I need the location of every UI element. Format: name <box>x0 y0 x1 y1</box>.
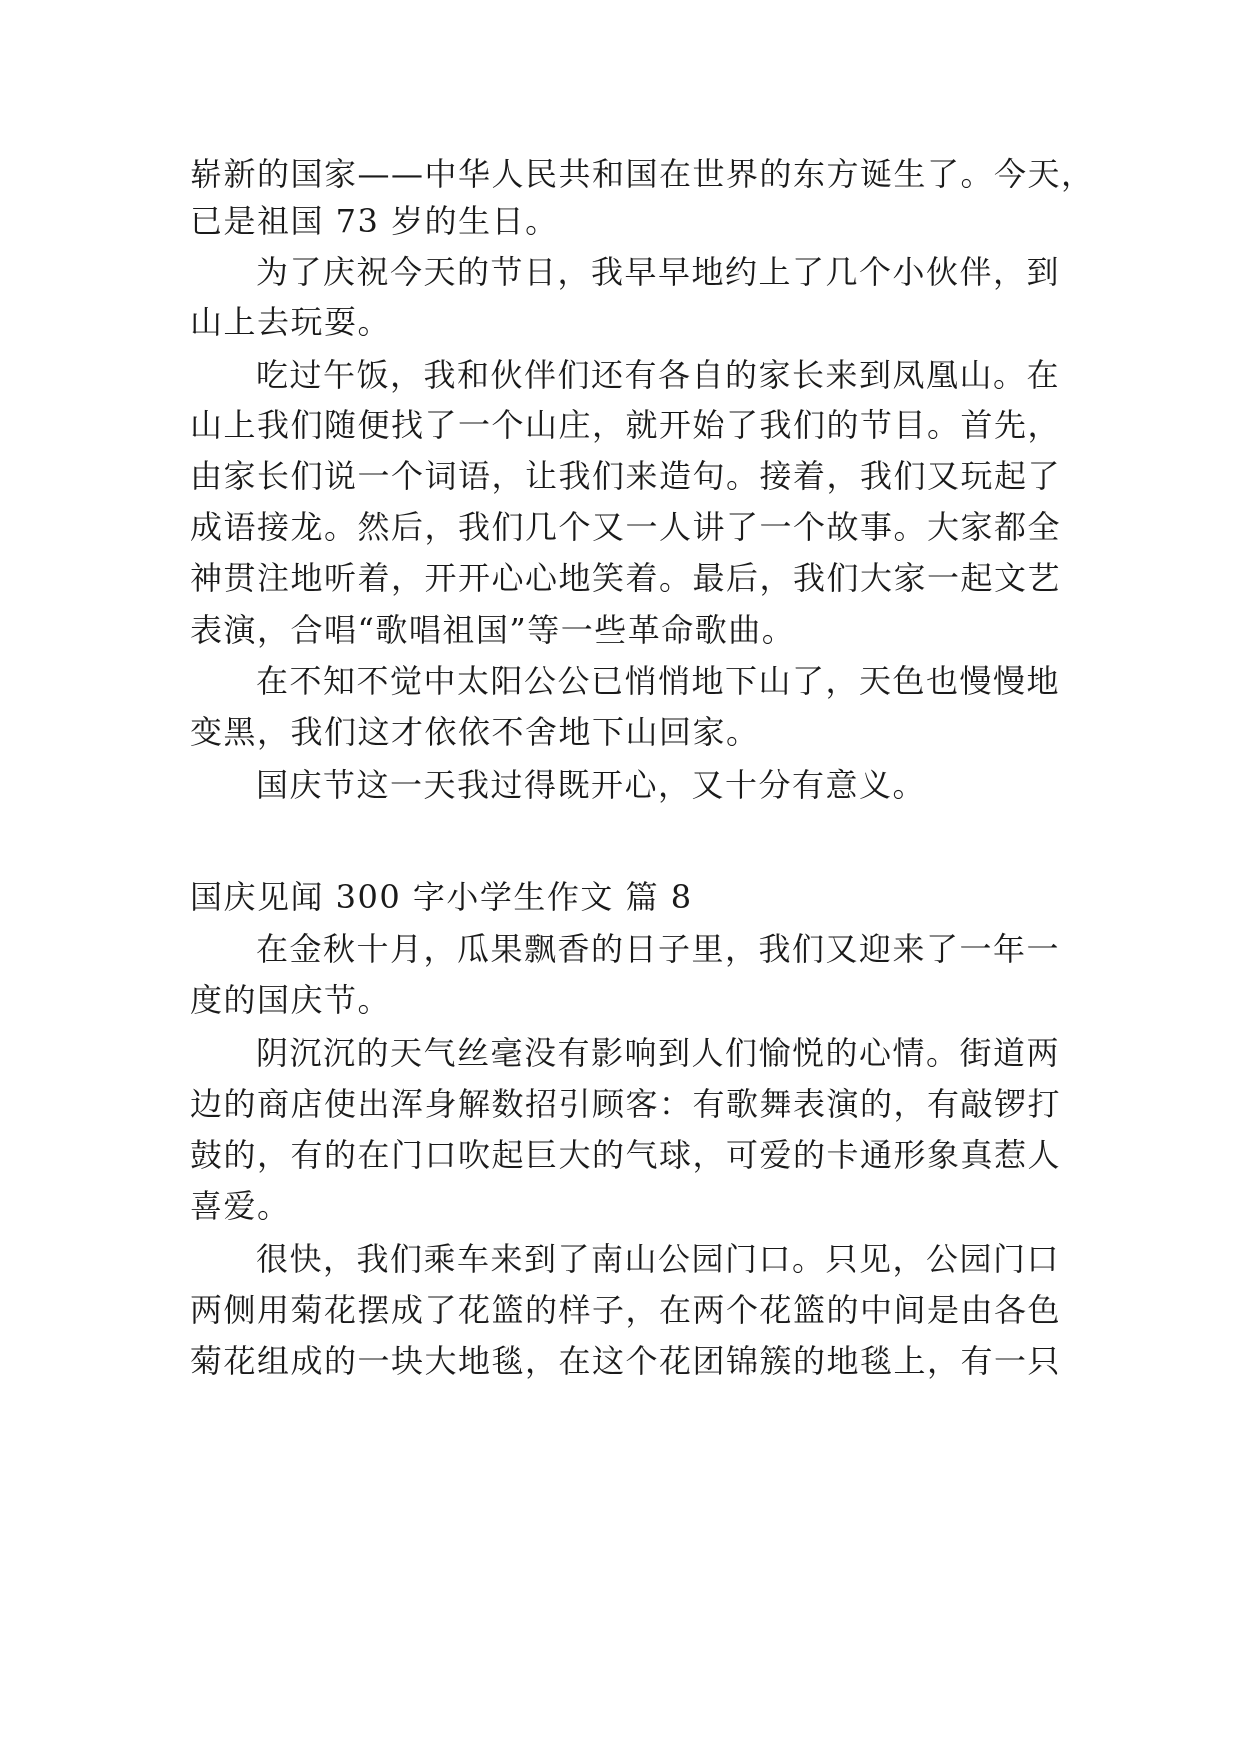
paragraph-line: 很快，我们乘车来到了南山公园门口。只见，公园门口 <box>256 1240 1061 1278</box>
paragraph-line: 在金秋十月，瓜果飘香的日子里，我们又迎来了一年一 <box>256 930 1061 968</box>
paragraph-line: 菊花组成的一块大地毯，在这个花团锦簇的地毯上，有一只 <box>190 1342 1062 1380</box>
paragraph-line: 山上我们随便找了一个山庄，就开始了我们的节目。首先， <box>190 406 1062 444</box>
paragraph-line: 成语接龙。然后，我们几个又一人讲了一个故事。大家都全 <box>190 508 1062 546</box>
paragraph-line: 阴沉沉的天气丝毫没有影响到人们愉悦的心情。街道两 <box>256 1034 1061 1072</box>
paragraph-line: 已是祖国 73 岁的生日。 <box>190 202 559 240</box>
paragraph-line: 表演，合唱“歌唱祖国”等一些革命歌曲。 <box>190 611 796 649</box>
paragraph-line: 鼓的，有的在门口吹起巨大的气球，可爱的卡通形象真惹人 <box>190 1136 1062 1174</box>
paragraph-line: 度的国庆节。 <box>190 981 392 1019</box>
paragraph-line: 崭新的国家——中华人民共和国在世界的东方诞生了。今天， <box>190 155 1095 193</box>
paragraph-line: 边的商店使出浑身解数招引顾客：有歌舞表演的，有敲锣打 <box>190 1085 1062 1123</box>
paragraph-line: 两侧用菊花摆成了花篮的样子，在两个花篮的中间是由各色 <box>190 1291 1062 1329</box>
paragraph-line: 在不知不觉中太阳公公已悄悄地下山了，天色也慢慢地 <box>256 662 1061 700</box>
paragraph-line: 国庆节这一天我过得既开心，又十分有意义。 <box>256 766 927 804</box>
paragraph-line: 吃过午饭，我和伙伴们还有各自的家长来到凤凰山。在 <box>256 356 1061 394</box>
paragraph-line: 山上去玩耍。 <box>190 303 392 341</box>
paragraph-line: 由家长们说一个词语，让我们来造句。接着，我们又玩起了 <box>190 457 1062 495</box>
paragraph-line: 喜爱。 <box>190 1187 291 1225</box>
paragraph-line: 为了庆祝今天的节日，我早早地约上了几个小伙伴，到 <box>256 253 1061 291</box>
section-heading: 国庆见闻 300 字小学生作文 篇 8 <box>190 878 693 916</box>
paragraph-line: 神贯注地听着，开开心心地笑着。最后，我们大家一起文艺 <box>190 559 1062 597</box>
paragraph-line: 变黑，我们这才依依不舍地下山回家。 <box>190 713 760 751</box>
